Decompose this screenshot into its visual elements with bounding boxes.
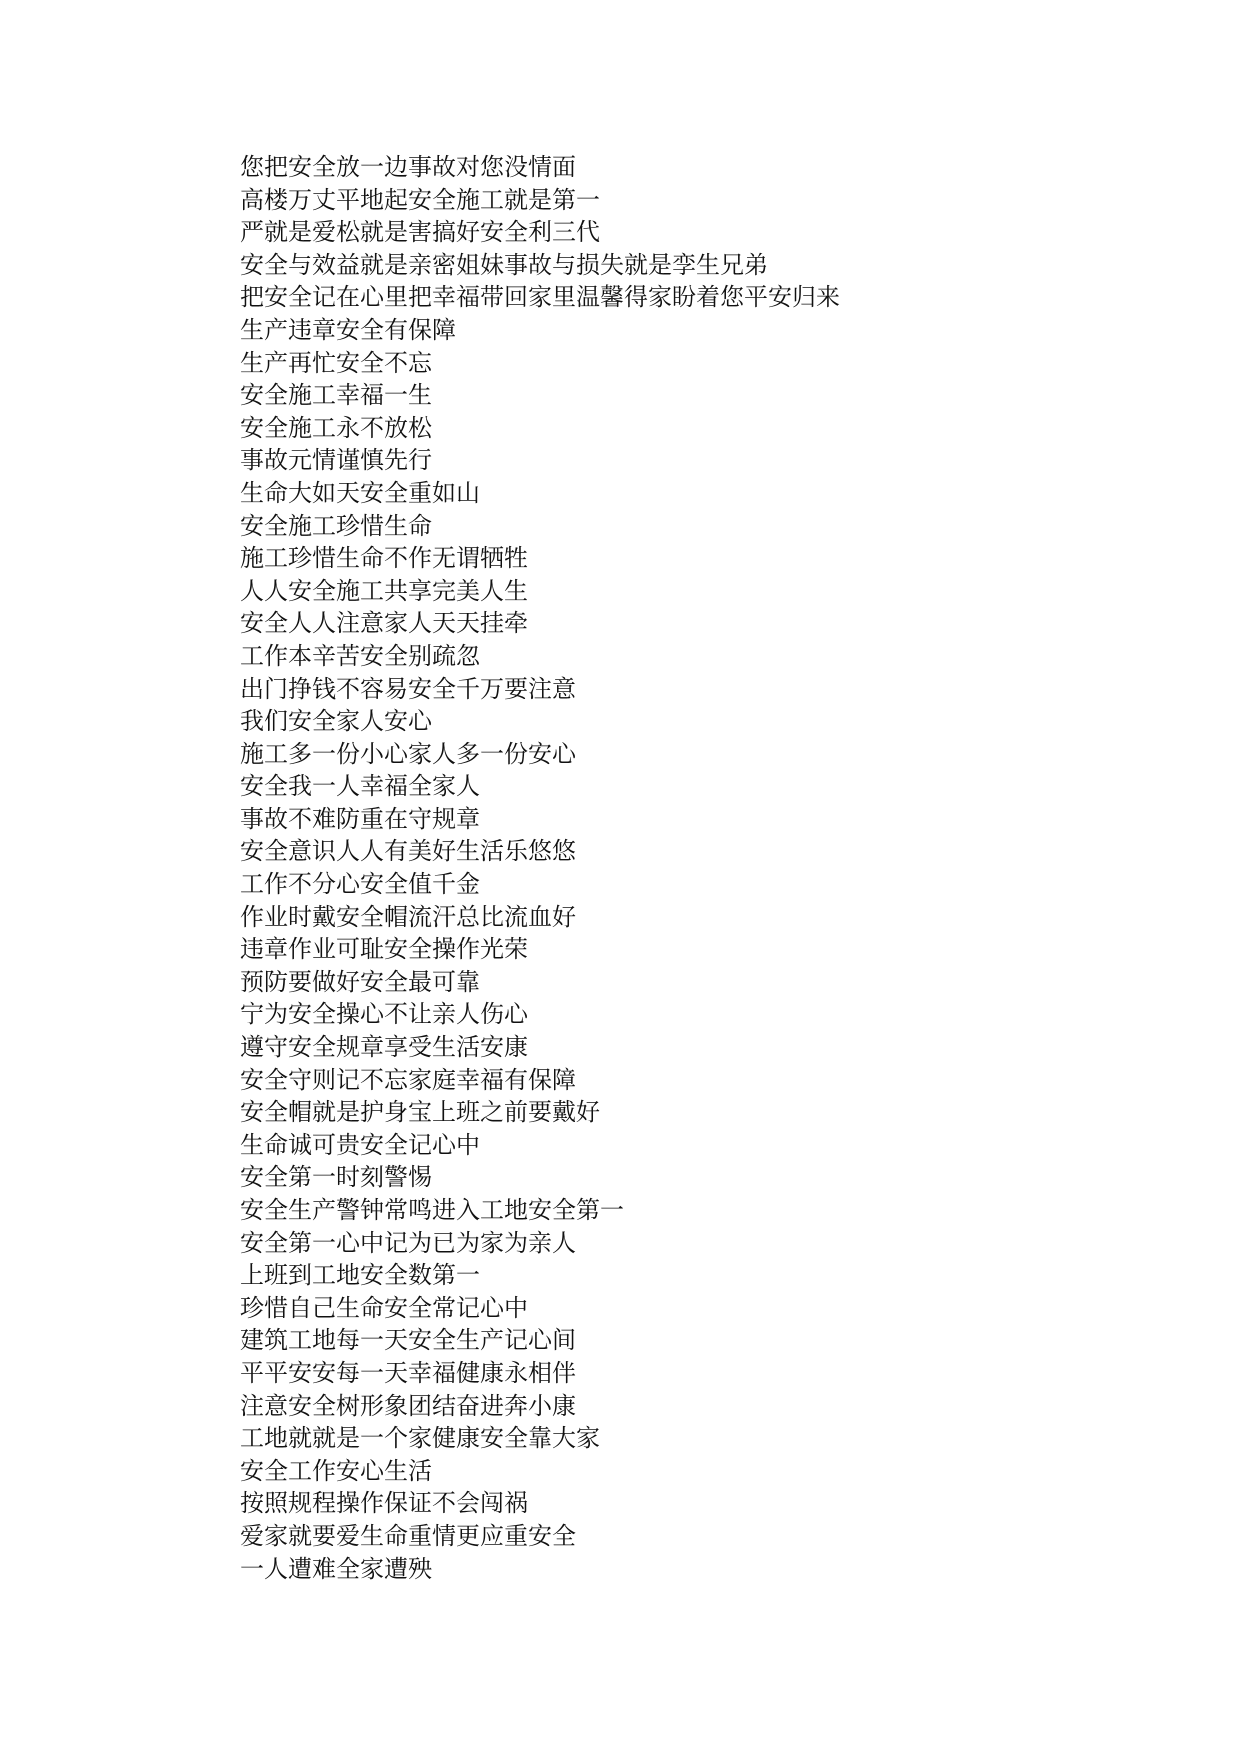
slogan-line: 事故不难防重在守规章 [240,804,480,833]
slogan-line: 工作不分心安全值千金 [240,870,480,899]
slogan-line: 预防要做好安全最可靠 [240,967,480,996]
slogan-line: 安全帽就是护身宝上班之前要戴好 [240,1098,600,1127]
slogan-line: 安全施工幸福一生 [240,381,432,410]
slogan-line: 高楼万丈平地起安全施工就是第一 [240,185,600,214]
slogan-line: 工地就就是一个家健康安全靠大家 [240,1424,600,1453]
slogan-line: 安全施工珍惜生命 [240,511,432,540]
slogan-line: 安全我一人幸福全家人 [240,772,480,801]
slogan-line: 出门挣钱不容易安全千万要注意 [240,674,576,703]
slogan-line: 安全第一时刻警惕 [240,1163,432,1192]
slogan-line: 安全意识人人有美好生活乐悠悠 [240,837,576,866]
slogan-line: 建筑工地每一天安全生产记心间 [240,1326,576,1355]
slogan-line: 按照规程操作保证不会闯祸 [240,1489,528,1518]
slogan-line: 生产违章安全有保障 [240,315,456,344]
slogan-line: 生产再忙安全不忘 [240,348,432,377]
slogan-list [240,151,840,1585]
slogan-line: 珍惜自己生命安全常记心中 [240,1293,528,1322]
slogan-line: 注意安全树形象团结奋进奔小康 [240,1391,576,1420]
slogan-line: 上班到工地安全数第一 [240,1261,480,1290]
slogan-line: 平平安安每一天幸福健康永相伴 [240,1358,576,1387]
slogan-line: 生命诚可贵安全记心中 [240,1130,480,1159]
slogan-line: 遵守安全规章享受生活安康 [240,1033,528,1062]
slogan-line: 安全与效益就是亲密姐妹事故与损失就是孪生兄弟 [240,250,768,279]
slogan-line: 安全施工永不放松 [240,413,432,442]
slogan-line: 安全守则记不忘家庭幸福有保障 [240,1065,576,1094]
slogan-line: 违章作业可耻安全操作光荣 [240,935,528,964]
slogan-line: 作业时戴安全帽流汗总比流血好 [240,902,576,931]
slogan-line: 安全第一心中记为已为家为亲人 [240,1228,576,1257]
slogan-line: 施工多一份小心家人多一份安心 [240,739,576,768]
slogan-line: 严就是爱松就是害搞好安全利三代 [240,218,600,247]
slogan-line: 我们安全家人安心 [240,707,432,736]
slogan-line: 您把安全放一边事故对您没情面 [240,153,576,181]
slogan-line: 事故元情谨慎先行 [240,446,432,475]
slogan-line: 宁为安全操心不让亲人伤心 [240,1000,528,1029]
slogan-line: 把安全记在心里把幸福带回家里温馨得家盼着您平安归来 [240,283,840,312]
slogan-line: 安全生产警钟常鸣进入工地安全第一 [240,1196,624,1224]
slogan-line: 生命大如天安全重如山 [240,478,480,507]
slogan-line: 人人安全施工共享完美人生 [240,576,528,605]
slogan-line: 爱家就要爱生命重情更应重安全 [240,1521,576,1550]
slogan-line: 安全工作安心生活 [240,1456,432,1485]
slogan-line: 施工珍惜生命不作无谓牺牲 [240,544,528,573]
slogan-line: 工作本辛苦安全别疏忽 [240,641,480,670]
slogan-line: 安全人人注意家人天天挂牵 [240,609,528,638]
slogan-line: 一人遭难全家遭殃 [240,1554,432,1583]
